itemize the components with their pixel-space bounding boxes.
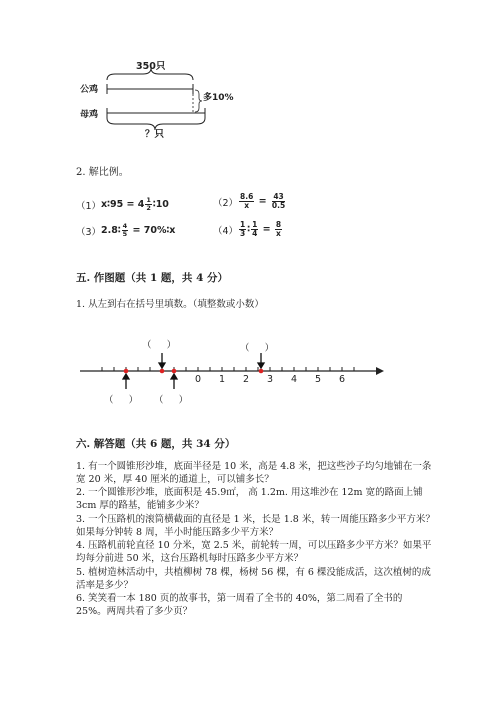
proportion-4 — [213, 221, 283, 238]
proportion-3 — [76, 223, 175, 238]
proportion-1-fraction: $\frac{1}{2}$ — [146, 196, 151, 212]
proportion-2-tag: （2） — [213, 197, 239, 209]
problem-1: 1. 有一个圆锥形沙堆，底面半径是 10 米，高是 4.8 米，把这些沙子均匀地铺在一条宽 20 米，厚 40 厘米的通道上，可以铺多长？ — [76, 461, 432, 485]
proportion-3-tag: （3） — [76, 226, 102, 238]
problem-5: 5. 植树造林活动中，共植柳树 78 棵，杨树 56 棵，有 6 棵没能成活，这次植树的成活率是多少？ — [76, 567, 431, 591]
problem-4: 4. 压路机前轮直径 10 分米，宽 2.5 米，前轮转一周，可以压路多少平方米？如果平均每分前进 50 米，这台压路机每时压路多少平方米？ — [76, 540, 432, 564]
tick-label-6: 6 — [339, 374, 346, 385]
problem-3: 3. 一个压路机的滚筒横截面的直径是 1 米，长是 1.8 米，转一周能压路多少平方米？如果每分钟转 8 周，半小时能压路多少平方米？ — [76, 514, 435, 538]
tick-label-3: 3 — [267, 374, 274, 385]
proportion-1-right: ∶10 — [152, 199, 169, 210]
section-5-title: 五. 作图题（共 1 题，共 4 分） — [76, 272, 229, 284]
proportion-4-fraction-b: $\frac{1}{4}$ — [252, 220, 258, 238]
point-c — [172, 369, 177, 374]
proportion-4-equals: = — [259, 224, 274, 235]
proportion-4-fraction-a: $\frac{1}{3}$ — [240, 220, 246, 238]
problem-6: 6. 笑笑看一本 180 页的故事书，第一周看了全书的 40%，第二周看了全书的 25%。两周共看了多少页？ — [76, 593, 403, 617]
q2-heading: 2. 解比例。 — [76, 167, 129, 178]
diagram-unknown-label: ？只 — [145, 129, 165, 140]
point-b — [160, 369, 165, 374]
section-5-question: 1. 从左到右在括号里填数。（填整数或小数） — [76, 299, 264, 310]
answer-blank-b[interactable]: （ ） — [142, 340, 177, 351]
proportion-4-fraction-c: $\frac{8}{x}$ — [275, 220, 282, 238]
answer-blank-a[interactable]: （ ） — [104, 395, 139, 406]
tick-label-2: 2 — [243, 374, 250, 385]
answer-blank-d[interactable]: （ ） — [240, 343, 275, 354]
proportion-2-fraction-left: $\frac{8.6}{x}$ — [240, 192, 254, 210]
proportion-3-left: 2.8∶ — [101, 225, 121, 236]
proportion-1-left: x∶95 = 4 — [101, 199, 145, 210]
proportion-4-colon: ∶ — [247, 224, 251, 235]
point-a — [124, 369, 129, 374]
proportion-2-equals: = — [255, 196, 270, 207]
point-d — [259, 369, 264, 374]
problem-2: 2. 一个圆锥形沙堆，底面积是 45.9㎡， 高 1.2m. 用这堆沙在 12m 宽的路面上铺 3cm 厚的路基，能铺多少米？ — [76, 487, 423, 511]
diagram-rooster-label: 公鸡 — [80, 85, 99, 95]
proportion-3-right: = 70%∶x — [129, 225, 176, 236]
diagram-diff-label: 多10% — [203, 93, 234, 103]
tick-label-0: 0 — [195, 374, 202, 385]
proportion-1 — [76, 197, 169, 212]
diagram-total-label: 350只 — [136, 61, 166, 72]
proportion-3-fraction: $\frac{4}{5}$ — [122, 222, 128, 238]
proportion-2-fraction-right: $\frac{43}{0.5}$ — [271, 192, 286, 210]
diagram-hen-label: 母鸡 — [80, 110, 99, 120]
tick-label-1: 1 — [219, 374, 226, 385]
tick-label-5: 5 — [315, 374, 322, 385]
proportion-4-tag: （4） — [213, 225, 239, 237]
tick-label-4: 4 — [291, 374, 298, 385]
section-6-title: 六. 解答题（共 6 题，共 34 分） — [76, 438, 236, 450]
answer-blank-c[interactable]: （ ） — [154, 395, 189, 406]
proportion-1-tag: （1） — [76, 200, 102, 212]
proportion-2 — [213, 193, 287, 210]
